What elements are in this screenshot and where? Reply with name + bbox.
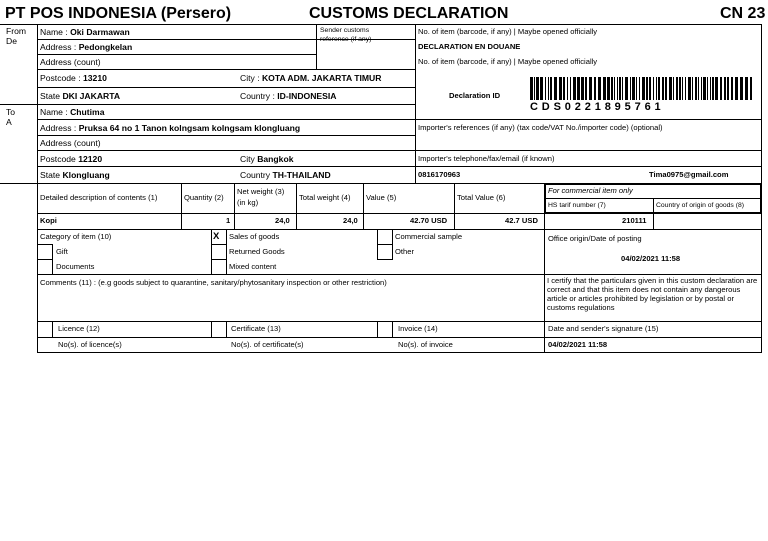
col-total-value: Total Value (6) (457, 193, 506, 202)
barcode-bar (617, 77, 618, 100)
to-city: Bangkok (257, 154, 294, 164)
returned-checkbox[interactable] (211, 244, 227, 260)
col-description: Detailed description of contents (1) (40, 193, 158, 202)
barcode-bar (614, 77, 615, 100)
sales-label: Sales of goods (229, 232, 280, 241)
commercial-sample-label: Commercial sample (395, 232, 463, 241)
barcode-bar (642, 77, 645, 100)
barcode-bar (698, 77, 699, 100)
commercial-only-label: For commercial item only (548, 186, 633, 195)
other-checkbox[interactable] (377, 244, 393, 260)
barcode-bar (682, 77, 683, 100)
sales-check-mark: X (213, 231, 220, 242)
from-address: Pedongkelan (78, 42, 133, 52)
to-postcode: 12120 (78, 154, 103, 164)
col-quantity: Quantity (2) (184, 193, 224, 202)
documents-checkbox[interactable] (37, 259, 53, 275)
invoice-checkbox[interactable] (377, 321, 393, 338)
barcode-bar (585, 77, 587, 100)
from-state-row: State DKI JAKARTA (40, 91, 121, 101)
other-label: Other (395, 247, 414, 256)
barcode-bar (603, 77, 606, 100)
certificate-label: Certificate (13) (231, 324, 281, 333)
licence-checkbox[interactable] (37, 321, 53, 338)
category-label: Category of item (10) (40, 232, 112, 241)
row-description: Kopi (40, 216, 57, 225)
certificate-number-label: No(s). of certificate(s) (231, 340, 304, 349)
barcode-bar (679, 77, 681, 100)
barcode-bar (577, 77, 580, 100)
barcode-bar (707, 77, 708, 100)
from-state: DKI JAKARTA (62, 91, 121, 101)
from-postcode: 13210 (83, 73, 107, 83)
row-hs-tariff: 210111 (622, 216, 647, 225)
barcode-bar (607, 77, 610, 100)
from-label: From (6, 26, 27, 36)
item-no-label: No. of item (barcode, if any) | Maybe opened officially (418, 27, 598, 36)
signature-label: Date and sender's signature (15) (548, 324, 659, 333)
col-value: Value (5) (366, 193, 397, 202)
importer-phone: 0816170963 (418, 170, 461, 179)
office-origin-date: 04/02/2021 11:58 (621, 254, 681, 263)
barcode-bar (589, 77, 592, 100)
barcode-bar (653, 77, 654, 100)
barcode-bar (658, 77, 660, 100)
barcode-bar (673, 77, 674, 100)
barcode-bar (598, 77, 601, 100)
to-country-row: Country TH-THAILAND (240, 170, 331, 180)
row-total-value: 42.7 USD (505, 216, 538, 225)
declaration-id-label: Declaration ID (449, 91, 501, 100)
to-country: TH-THAILAND (272, 170, 331, 180)
barcode-bar (745, 77, 748, 100)
col-net-weight: Net weight (3) (237, 187, 285, 196)
barcode-bar (750, 77, 752, 100)
barcode-bar (692, 77, 693, 100)
barcode-bar (536, 77, 539, 100)
to-label: To (6, 107, 16, 117)
barcode-bar (649, 77, 651, 100)
barcode-bar (701, 77, 702, 100)
barcode-bar (639, 77, 640, 100)
barcode-bar (550, 77, 552, 100)
sender-ref-label: Sender customs (320, 27, 370, 34)
to-state: Klongluang (62, 170, 110, 180)
barcode-bar (669, 77, 672, 100)
barcode-bar (573, 77, 576, 100)
importer-ref-label: Importer's references (if any) (tax code/VAT No./importer code) (optional) (418, 123, 663, 132)
to-name: Chutima (70, 107, 105, 117)
barcode-bar (619, 77, 621, 100)
barcode-bar (534, 77, 535, 100)
signature-date: 04/02/2021 11:58 (548, 340, 608, 349)
returned-label: Returned Goods (229, 247, 285, 256)
to-address-count: Address (count) (40, 138, 101, 148)
from-name: Oki Darmawan (70, 27, 130, 37)
comments-label: Comments (11) : (e.g goods subject to quarantine, sanitary/phytosanitary inspection or other restriction) (40, 278, 387, 287)
barcode-bar (695, 77, 697, 100)
from-address-count: Address (count) (40, 57, 101, 67)
barcode-bar (710, 77, 711, 100)
certification-text: I certify that the particulars given in this custom declaration are correct and that this item does not contain any dangerous article or articles prohibited by legislation or by postal or customs regulations (547, 276, 758, 312)
barcode-bar (530, 77, 533, 100)
from-country: ID-INDONESIA (277, 91, 337, 101)
to-label-fr: A (6, 117, 12, 127)
to-state-row: State Klongluang (40, 170, 110, 180)
licence-label: Licence (12) (58, 324, 100, 333)
barcode-bar (545, 77, 546, 100)
col-net-weight-unit: (in kg) (237, 198, 259, 207)
invoice-label: Invoice (14) (398, 324, 438, 333)
documents-label: Documents (56, 262, 95, 271)
barcode-bar (563, 77, 565, 100)
gift-label: Gift (56, 247, 68, 256)
commercial-sample-checkbox[interactable] (377, 229, 393, 245)
to-postcode-row: Postcode 12120 (40, 154, 103, 164)
barcode-bar (581, 77, 584, 100)
item-no-label-2: No. of item (barcode, if any) | Maybe opened officially (418, 57, 598, 66)
col-origin: Country of origin of goods (8) (656, 202, 745, 209)
barcode-bar (715, 77, 718, 100)
col-total-weight: Total weight (4) (299, 193, 351, 202)
to-address: Pruksa 64 no 1 Tanon kolngsam kolngsam klongluang (78, 123, 301, 133)
to-city-row: City Bangkok (240, 154, 294, 164)
barcode-bar (662, 77, 664, 100)
certificate-checkbox[interactable] (211, 321, 227, 338)
barcode-bar (724, 77, 726, 100)
barcode-bar (594, 77, 596, 100)
mixed-checkbox[interactable] (211, 259, 227, 275)
row-quantity: 1 (226, 216, 231, 225)
barcode-bar (548, 77, 549, 100)
company-name: PT POS INDONESIA (Persero) (5, 5, 232, 22)
to-name-row: Name : Chutima (40, 107, 105, 117)
barcode-bar (665, 77, 667, 100)
barcode-bar (554, 77, 557, 100)
from-name-row: Name : Oki Darmawan (40, 27, 130, 37)
barcode-bar (625, 77, 628, 100)
barcode-bar (735, 77, 738, 100)
barcode-bar (559, 77, 562, 100)
form-code: CN 23 (720, 5, 766, 22)
barcode-bar (727, 77, 729, 100)
barcode-bar (712, 77, 714, 100)
from-city: KOTA ADM. JAKARTA TIMUR (261, 73, 382, 83)
from-city-row: City : KOTA ADM. JAKARTA TIMUR (240, 73, 382, 83)
barcode-bar (570, 77, 571, 100)
importer-contact-label: Importer's telephone/fax/email (if known) (418, 154, 555, 163)
barcode-bar (630, 77, 631, 100)
to-address-row: Address : Pruksa 64 no 1 Tanon kolngsam kolngsam klongluang (40, 123, 301, 133)
barcode-bar (731, 77, 733, 100)
barcode-bar (636, 77, 637, 100)
barcode-bar (540, 77, 543, 100)
office-origin-label: Office origin/Date of posting (548, 234, 642, 243)
sender-ref-label-2: reference (if any) (320, 36, 372, 43)
barcode-bar (740, 77, 743, 100)
from-country-row: Country : ID-INDONESIA (240, 91, 337, 101)
barcode-bar (646, 77, 648, 100)
importer-email: Tima0975@gmail.com (649, 170, 729, 179)
barcode-bar (688, 77, 691, 100)
barcode-bar (567, 77, 568, 100)
gift-checkbox[interactable] (37, 244, 53, 260)
from-label-fr: De (6, 36, 17, 46)
row-value: 42.70 USD (410, 216, 448, 225)
mixed-label: Mixed content (229, 262, 277, 271)
from-postcode-row: Postcode : 13210 (40, 73, 107, 83)
barcode-bar (685, 77, 686, 100)
barcode-bar (720, 77, 722, 100)
barcode-bar (703, 77, 706, 100)
barcode-bar (656, 77, 657, 100)
row-net-weight: 24,0 (275, 216, 290, 225)
declaration-fr: DECLARATION EN DOUANE (418, 42, 521, 51)
from-address-row: Address : Pedongkelan (40, 42, 133, 52)
barcode-bar (632, 77, 635, 100)
barcode-bar (676, 77, 678, 100)
barcode-bar (611, 77, 613, 100)
barcode-bar (622, 77, 623, 100)
form-title: CUSTOMS DECLARATION (309, 5, 509, 22)
col-hs-tariff: HS tarif number (7) (548, 202, 606, 209)
row-total-weight: 24,0 (343, 216, 358, 225)
declaration-id: C D S 0 2 2 1 8 9 5 7 6 1 (530, 101, 662, 113)
invoice-number-label: No(s). of invoice (398, 340, 453, 349)
barcode (530, 77, 756, 100)
licence-number-label: No(s). of licence(s) (58, 340, 122, 349)
